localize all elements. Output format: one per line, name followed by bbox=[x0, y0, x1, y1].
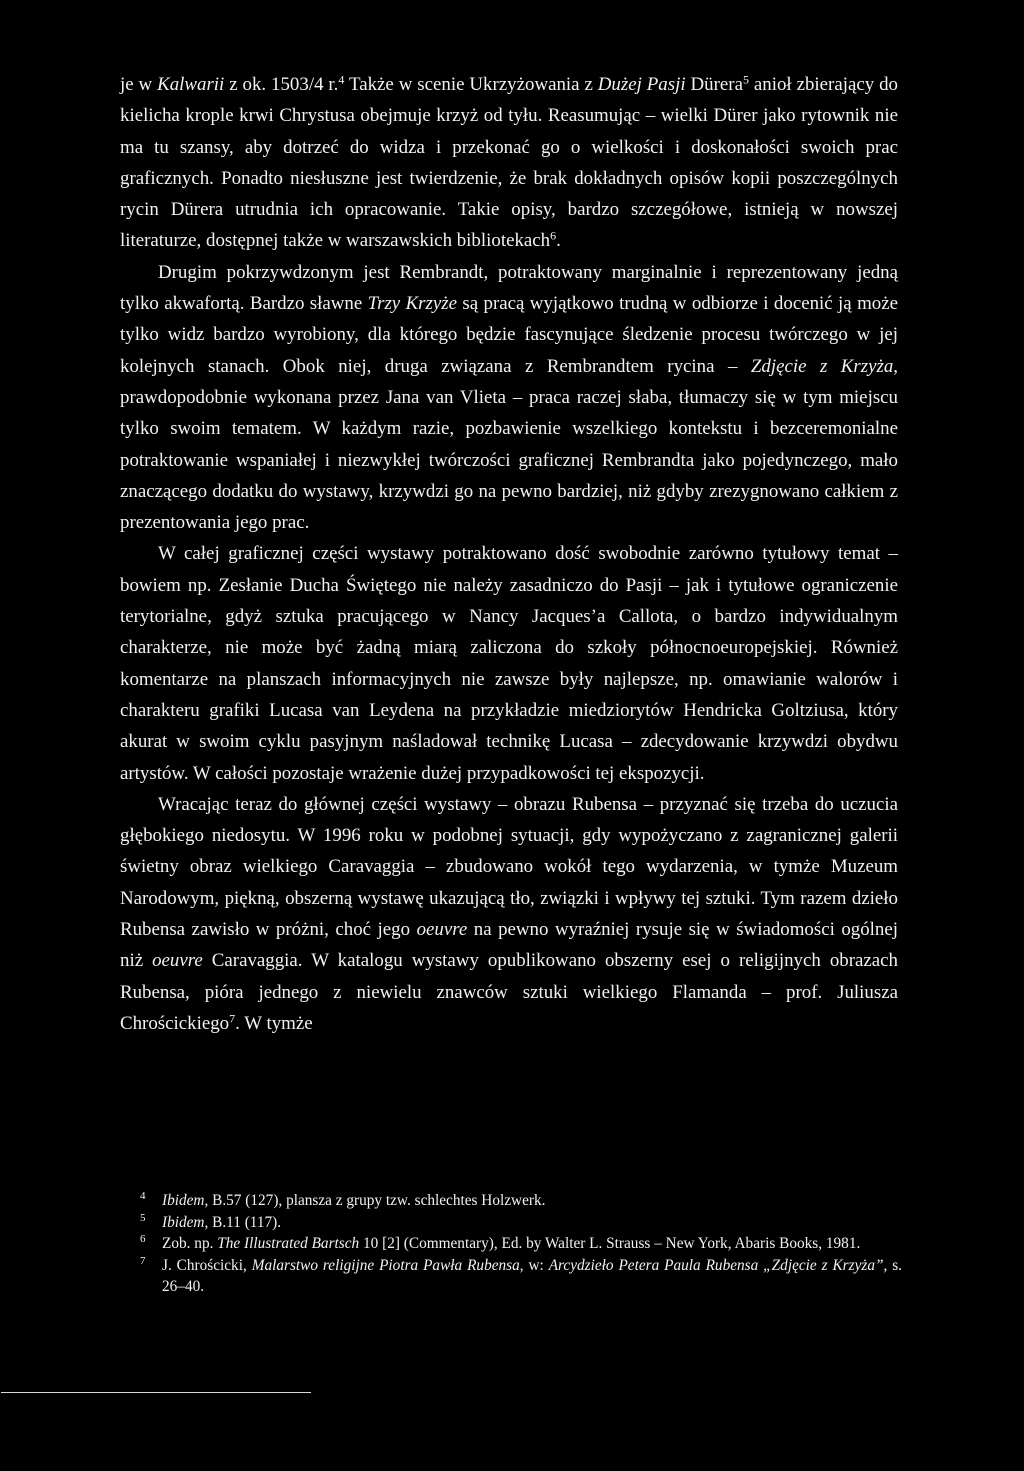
italic-text: Kalwarii bbox=[157, 74, 225, 95]
footnote-number: 7 bbox=[140, 1254, 146, 1267]
italic-text: Malarstwo religijne Piotra Pawła Rubensa bbox=[251, 1256, 520, 1274]
text-run: , prawdopodobnie wykonana przez Jana van Vlieta – praca raczej słaba, tłumaczy się w tym miejscu tylko swoim tematem. W każdym razie, pozbawienie wszelkiego kontekstu i bezceremonialne potraktowanie wspaniałej i niezwykłej twórczości graficznej Rembrandta jako pojedynczego, mało znaczącego dodatku do wystawy, krzywdzi go na pewno bardziej, niż gdyby zrezygnowano całkiem z prezentowania jego prac. bbox=[120, 355, 898, 534]
text-run: z ok. 1503/4 r. bbox=[224, 74, 339, 95]
text-run: W całej graficznej części wystawy potraktowano dość swobodnie zarówno tytułowy temat – bowiem np. Zesłanie Ducha Świętego nie należy zasadniczo do Pasji – jak i tytułowe ograniczenie terytorialne, gdyż sztuka pracującego w Nancy Jacques’a Callota, o bardzo indywidualnym charakterze, nie może być żadną miarą zaliczona do szkoły północnoeuropejskiej. Również komentarze na planszach informacyjnych nie zawsze były najlepsze, np. omawianie walorów i charakteru grafiki Lucasa van Leydena na przykładzie miedziorytów Hendricka Goltziusa, który akurat w swoim cyklu pasyjnym naśladował technikę Lucasa – zdecydowanie krzywdzi obydwu artystów. W całości pozostaje wrażenie dużej przypadkowości tej ekspozycji. bbox=[120, 543, 898, 784]
footnote-number: 4 bbox=[140, 1190, 146, 1202]
italic-text: Arcydzieło Petera Paula Rubensa „Zdjęcie z Krzyża” bbox=[548, 1256, 884, 1274]
text-run: Drugim pokrzywdzonym jest Rembrandt, potraktowany marginalnie i reprezentowany jedną tylko akwafortą. Bardzo sławne bbox=[120, 261, 898, 315]
text-run: Zob. np. bbox=[162, 1235, 218, 1252]
italic-text: Zdjęcie z Krzyża bbox=[750, 355, 894, 377]
italic-text: oeuvre bbox=[416, 919, 468, 941]
paragraph bbox=[120, 257, 898, 539]
italic-text: Dużej Pasji bbox=[597, 74, 686, 95]
text-run: . bbox=[556, 230, 561, 252]
footnotes bbox=[140, 1190, 902, 1298]
text-run: Wracając teraz do głównej części wystawy – obrazu Rubensa – przyznać się trzeba do uczucia głębokiego niedosytu. W 1996 roku w podobnej sytuacji, gdy wypożyczano z zagranicznej galerii świetny obraz wielkiego Caravaggia – zbudowano wokół tego wydarzenia, w tymże Muzeum Narodowym, piękną, obszerną wystawę ukazującą tło, związki i wpływy tej sztuki. Tym razem dzieło Rubensa zawisło w próżni, choć jego bbox=[120, 793, 898, 941]
text-run: Dürera bbox=[685, 74, 743, 95]
text-run: Także w scenie Ukrzyżowania z bbox=[344, 74, 598, 95]
footnote-marker: 4 bbox=[338, 72, 345, 87]
italic-text: Ibidem bbox=[162, 1192, 205, 1209]
footnote-marker: 6 bbox=[550, 228, 557, 243]
main-text bbox=[120, 69, 898, 1039]
text-run: na pewno wyraźniej rysuje się w świadomości ogólnej niż bbox=[120, 919, 899, 972]
italic-text: The Illustrated Bartsch bbox=[217, 1235, 360, 1252]
paragraph bbox=[120, 789, 898, 1039]
italic-text: oeuvre bbox=[152, 950, 203, 972]
text-run: są pracą wyjątkowo trudną w odbiorze i docenić ją może tylko widz bardzo wyrobiony, dla którego będzie fascynujące śledzenie procesu twórczego w jej kolejnych stanach. Obok niej, druga związana z Rembrandtem rycina – bbox=[120, 293, 898, 377]
footnote-marker: 7 bbox=[229, 1011, 236, 1026]
footnote-number: 5 bbox=[140, 1211, 146, 1224]
bottom-rule bbox=[1, 1392, 311, 1393]
text-run: Caravaggia. W katalogu wystawy opublikowano obszerny esej o religijnych obrazach Rubensa, pióra jednego z niewielu znawców sztuki wielkiego Flamanda – prof. Juliusza Chrościckiego bbox=[120, 950, 898, 1034]
footnote bbox=[140, 1190, 902, 1212]
text-run: J. Chrościcki, bbox=[162, 1256, 252, 1274]
text-run: , w: bbox=[519, 1256, 549, 1274]
text-run: , B.11 (117). bbox=[204, 1213, 282, 1231]
italic-text: Trzy Krzyże bbox=[367, 293, 458, 315]
footnote bbox=[140, 1233, 902, 1255]
text-run: je w bbox=[120, 74, 158, 95]
text-run: 10 [2] (Commentary), Ed. by Walter L. Strauss – New York, Abaris Books, 1981. bbox=[359, 1235, 861, 1252]
paragraph bbox=[120, 538, 898, 788]
footnote bbox=[140, 1212, 902, 1234]
text-run: , s. 26–40. bbox=[162, 1256, 902, 1295]
text-run: . W tymże bbox=[235, 1012, 313, 1034]
paragraph bbox=[120, 69, 898, 257]
footnote-marker: 5 bbox=[742, 72, 749, 87]
italic-text: Ibidem bbox=[162, 1213, 205, 1231]
text-run: anioł zbierający do kielicha krople krwi Chrystusa obejmuje krzyż od tyłu. Reasumując – wielki Dürer jako rytownik nie ma tu szansy, aby dotrzeć do widza i przekonać go o wielkości i doskonałości swoich prac graficznych. Ponadto niesłuszne jest twierdzenie, że brak dokładnych opisów kopii poszczególnych rycin Dürera utrudnia ich opracowanie. Takie opisy, bardzo szczegółowe, istnieją w nowszej literaturze, dostępnej także w warszawskich bibliotekach bbox=[120, 74, 898, 252]
text-run: , B.57 (127), plansza z grupy tzw. schlechtes Holzwerk. bbox=[204, 1192, 546, 1209]
footnote-number: 6 bbox=[140, 1233, 146, 1245]
footnote bbox=[140, 1255, 902, 1298]
